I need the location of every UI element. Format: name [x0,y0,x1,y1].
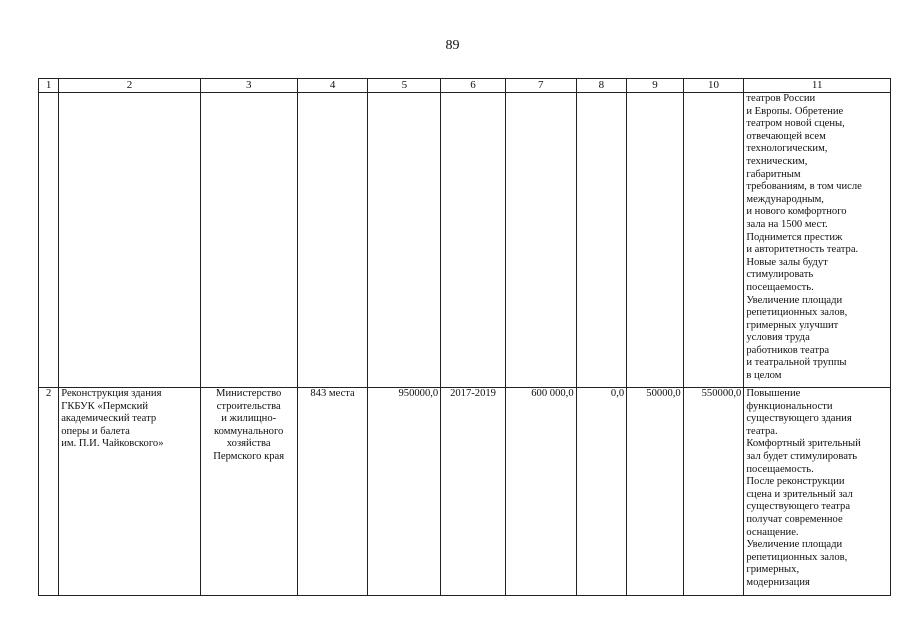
text-line: театром новой сцены, [746,118,845,130]
text-line: существующего здания [746,413,852,425]
funding-cell: 550000,0 [683,388,744,596]
text-line: академический театр [61,413,157,425]
capacity-cell: 843 места [297,388,368,596]
customer-cell [200,388,297,596]
funding-cell [683,93,744,388]
text-line: репетиционных залов, [746,551,848,563]
table-header-row [39,79,891,93]
column-header: 7 [505,79,576,93]
text-line: гримерных улучшит [746,319,839,331]
customer-cell [200,93,297,388]
column-header: 8 [576,79,627,93]
text-line: После реконструкции [746,476,845,488]
text-line: посещаемость. [746,281,814,293]
object-name-cell [59,388,200,596]
text-line: работников театра [746,344,830,356]
column-header: 9 [627,79,684,93]
column-header: 3 [200,79,297,93]
text-line: хозяйства [226,438,271,450]
text-line: международным, [746,193,824,205]
table-row [39,388,891,596]
text-line: оперы и балета [61,425,130,437]
text-line: сцена и зрительный зал [746,488,853,500]
text-line: технологическим, [746,143,828,155]
total-cost-cell [368,93,441,388]
text-line: отвечающей всем [746,130,826,142]
text-line: Министерство [216,388,282,399]
column-header: 6 [441,79,506,93]
text-line: зал будет стимулировать [746,450,858,462]
text-line: театра. [746,425,778,437]
text-line: Комфортный зрительный [746,438,861,450]
funding-cell [627,93,684,388]
text-line: функциональности [746,400,833,412]
text-line: требованиям, в том числе [746,181,862,193]
column-header: 5 [368,79,441,93]
text-line: Повышение [746,388,801,399]
column-header: 10 [683,79,744,93]
text-line: стимулировать [746,269,814,281]
funding-cell: 600 000,0 [505,388,576,596]
text-line: и жилищно- [221,413,277,425]
text-line: Увеличение площади [746,539,843,551]
text-line: им. П.И. Чайковского» [61,438,164,450]
period-cell [441,93,506,388]
column-header: 4 [297,79,368,93]
text-line: театров России [746,93,816,104]
text-line: и театральной труппы [746,357,847,369]
text-line: и нового комфортного [746,206,847,218]
text-line: гримерных, [746,564,800,576]
text-line: и Европы. Обретение [746,105,844,117]
column-header: 1 [39,79,59,93]
column-header: 11 [744,79,891,93]
period-cell: 2017-2019 [441,388,506,596]
text-line: оснащение. [746,526,799,538]
funding-cell [505,93,576,388]
text-line: строительства [216,400,281,412]
text-line: Реконструкция здания [61,388,162,399]
text-line: Новые залы будут [746,256,828,268]
text-line: условия труда [746,332,810,344]
row-number-cell: 2 [39,388,59,596]
text-line: существующего театра [746,501,851,513]
column-header: 2 [59,79,200,93]
text-line: коммунального [214,425,284,437]
text-line: модернизация [746,576,810,588]
total-cost-cell: 950000,0 [368,388,441,596]
text-line: репетиционных залов, [746,307,848,319]
expected-result-cell [744,388,891,596]
object-name-cell [59,93,200,388]
text-line: Пермского края [213,450,285,462]
table-row [39,93,891,388]
investment-table [38,78,891,596]
page-number: 89 [445,38,460,53]
text-line: зала на 1500 мест. [746,218,828,230]
expected-result-cell [744,93,891,388]
text-line: техническим, [746,155,808,167]
text-line: в целом [746,370,782,382]
funding-cell: 50000,0 [627,388,684,596]
text-line: Увеличение площади [746,294,843,306]
text-line: и авторитетность театра. [746,244,859,256]
text-line: Поднимется престиж [746,231,843,243]
text-line: габаритным [746,168,801,180]
text-line: посещаемость. [746,463,814,475]
capacity-cell [297,93,368,388]
text-line: получат современное [746,513,843,525]
text-line: ГКБУК «Пермский [61,400,148,412]
row-number-cell [39,93,59,388]
funding-cell [576,93,627,388]
funding-cell: 0,0 [576,388,627,596]
